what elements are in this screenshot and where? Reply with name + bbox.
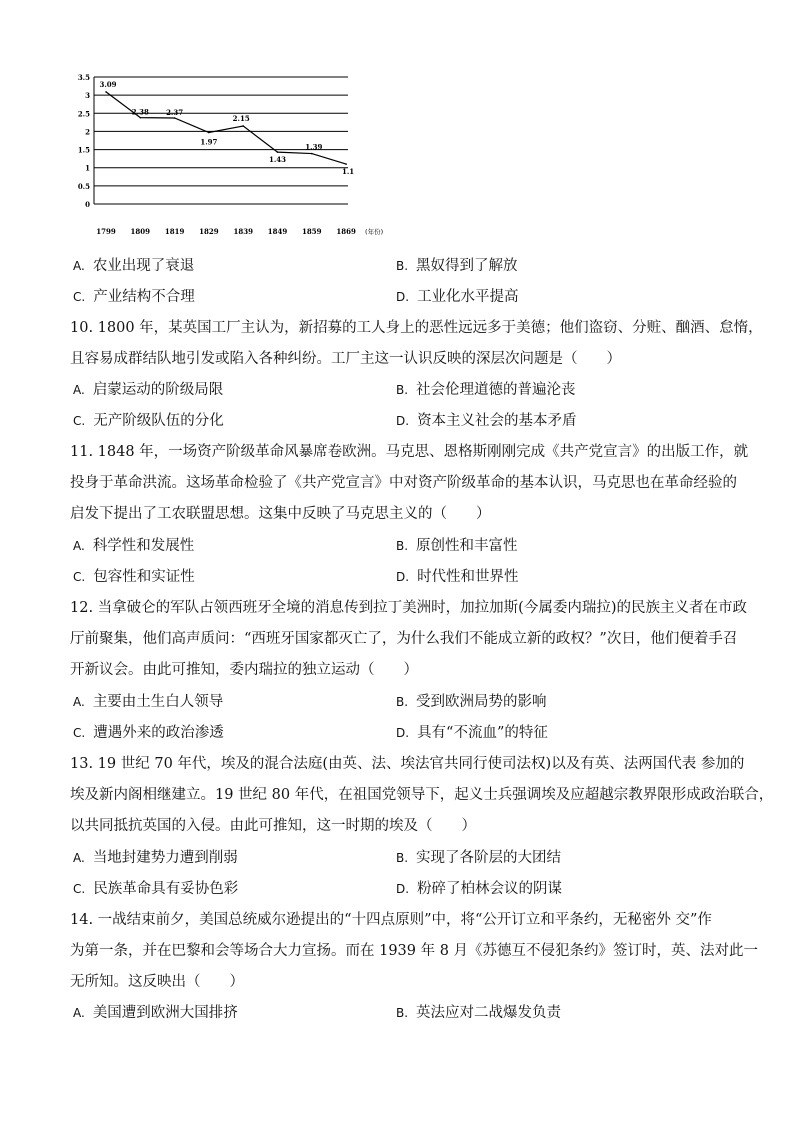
x-tick-label: 1849	[267, 227, 288, 236]
line-chart	[77, 70, 384, 240]
q13-stem-line-2: 埃及新内阁相继建立。19 世纪 80 年代，在祖国党领导下，起义士兵强调埃及应超越宗教界限形成政治联合，	[70, 787, 774, 803]
option-letter: D.	[396, 726, 410, 740]
q10-option-b[interactable]	[396, 380, 576, 400]
option-letter: A.	[73, 259, 85, 273]
option-text: 原创性和丰富性	[416, 538, 518, 554]
q12-option-a[interactable]	[73, 692, 223, 712]
y-tick-label: 2.5	[77, 109, 90, 119]
option-text: 当地封建势力遭到削弱	[92, 850, 238, 866]
q11-option-c[interactable]	[73, 567, 195, 587]
q10-option-d[interactable]	[396, 411, 577, 431]
q11-stem-line-1: 11. 1848 年，一场资产阶级革命风暴席卷欧洲。马克思、恩格斯刚刚完成《共产党宣言》的出版工作，就	[70, 444, 749, 460]
y-tick-label: 0	[85, 200, 90, 209]
option-letter: A.	[73, 1006, 85, 1020]
option-text: 实现了各阶层的大团结	[416, 850, 562, 866]
option-letter: D.	[396, 290, 410, 304]
option-text: 工业化水平提高	[417, 289, 519, 305]
data-label: 1.1	[342, 167, 355, 177]
data-point	[105, 91, 107, 93]
y-tick-label: 3.5	[77, 73, 90, 82]
data-label: 1.43	[268, 155, 287, 165]
data-point	[311, 153, 313, 155]
data-label: 1.97	[200, 137, 218, 147]
option-text: 资本主义社会的基本矛盾	[417, 413, 577, 429]
q9-option-b[interactable]	[396, 256, 518, 276]
x-tick-label: 1839	[233, 227, 253, 236]
series-line	[106, 92, 346, 164]
option-text: 启蒙运动的阶级局限	[92, 382, 224, 398]
x-tick-label: 1829	[199, 227, 219, 236]
q13-option-d[interactable]	[396, 879, 562, 899]
option-letter: B.	[396, 383, 409, 397]
option-text: 社会伦理道德的普遍沦丧	[416, 382, 576, 398]
option-letter: A.	[73, 539, 85, 553]
q11-stem-line-2: 投身于革命洪流。这场革命检验了《共产党宣言》中对资产阶级革命的基本认识，马克思也在革命经验的	[70, 475, 737, 491]
x-tick-label: 1819	[164, 227, 185, 236]
option-text: 包容性和实证性	[93, 569, 195, 585]
y-tick-label: 3	[85, 91, 90, 101]
data-label: 3.09	[99, 79, 117, 89]
y-tick-label: 2	[85, 127, 90, 137]
y-tick-label: 1	[85, 163, 90, 173]
q12-option-d[interactable]	[396, 723, 548, 743]
option-text: 时代性和世界性	[417, 569, 519, 585]
data-label: 2.38	[131, 107, 149, 117]
option-text: 美国遭到欧洲大国排挤	[92, 1005, 238, 1021]
y-tick-label: 1.5	[77, 145, 90, 155]
option-text: 主要由土生白人领导	[92, 694, 224, 710]
q13-option-c[interactable]	[73, 879, 238, 899]
option-letter: D.	[396, 570, 410, 584]
y-tick-label: 0.5	[77, 181, 90, 191]
x-tick-label: 1859	[302, 227, 322, 236]
option-letter: C.	[73, 726, 86, 740]
option-text: 英法应对二战爆发负责	[416, 1005, 562, 1021]
option-letter: B.	[396, 1006, 409, 1020]
q10-option-a[interactable]	[73, 380, 223, 400]
q9-option-a[interactable]	[73, 256, 194, 276]
x-tick-label: 1799	[96, 227, 116, 236]
option-text: 科学性和发展性	[92, 538, 195, 554]
option-letter: A.	[73, 695, 85, 709]
q10-option-c[interactable]	[73, 411, 224, 431]
option-letter: D.	[396, 414, 410, 428]
x-axis-label: (年份)	[365, 228, 384, 236]
data-label: 2.15	[232, 113, 250, 123]
option-letter: B.	[396, 539, 409, 553]
option-letter: C.	[73, 570, 86, 584]
q12-stem-line-1: 12. 当拿破仑的军队占领西班牙全境的消息传到拉丁美洲时，加拉加斯(今属委内瑞拉)的民族主义者在市政	[70, 600, 747, 616]
q12-option-c[interactable]	[73, 723, 224, 743]
option-text: 产业结构不合理	[93, 289, 195, 305]
data-label: 1.39	[305, 142, 323, 152]
data-point	[345, 163, 347, 165]
q14-option-a[interactable]	[73, 1003, 238, 1023]
q14-option-b[interactable]	[396, 1003, 561, 1023]
option-text: 民族革命具有妥协色彩	[93, 881, 239, 897]
option-letter: A.	[73, 851, 85, 865]
data-label: 2.37	[166, 108, 184, 118]
q10-stem-line-2: 且容易成群结队地引发或陷入各种纠纷。工厂主这一认识反映的深层次问题是（ ）	[70, 351, 621, 367]
chart-svg	[77, 70, 384, 240]
x-tick-label: 1869	[336, 227, 356, 236]
q10-stem-line-1: 10. 1800 年，某英国工厂主认为，新招募的工人身上的恶性远远多于美德；他们盗窃、分赃、酗酒、怠惰，	[70, 320, 763, 336]
option-letter: C.	[73, 290, 86, 304]
option-letter: B.	[396, 259, 409, 273]
q13-stem-line-1: 13. 19 世纪 70 年代，埃及的混合法庭(由英、法、埃法官共同行使司法权)以及有英、法两国代表 参加的	[70, 756, 745, 772]
q14-stem-line-1: 14. 一战结束前夕，美国总统威尔逊提出的“十四点原则”中，将“公开订立和平条约，无秘密外 交”作	[70, 912, 712, 928]
q12-stem-line-2: 厅前聚集，他们高声质问：“西班牙国家都灭亡了，为什么我们不能成立新的政权？”次日，他们便着手召	[70, 631, 738, 647]
q13-option-a[interactable]	[73, 848, 238, 868]
option-letter: B.	[396, 851, 409, 865]
q11-option-d[interactable]	[396, 567, 519, 587]
q9-option-c[interactable]	[73, 287, 195, 307]
option-text: 具有“不流血”的特征	[417, 725, 548, 741]
option-text: 农业出现了衰退	[92, 258, 195, 274]
q14-stem-line-3: 无所知。这反映出（ ）	[70, 974, 244, 990]
data-point	[277, 151, 279, 153]
option-text: 粉碎了柏林会议的阴谋	[417, 881, 563, 897]
option-text: 遭遇外来的政治渗透	[93, 725, 224, 741]
q13-option-b[interactable]	[396, 848, 561, 868]
q11-stem-line-3: 启发下提出了工农联盟思想。这集中反映了马克思主义的（ ）	[70, 506, 491, 522]
q11-option-b[interactable]	[396, 536, 518, 556]
data-point	[242, 125, 244, 127]
q9-option-d[interactable]	[396, 287, 519, 307]
option-text: 受到欧洲局势的影响	[416, 694, 547, 710]
q12-option-b[interactable]	[396, 692, 547, 712]
data-point	[208, 132, 210, 134]
option-letter: A.	[73, 383, 85, 397]
q14-stem-line-2: 为第一条，并在巴黎和会等场合大力宣扬。而在 1939 年 8 月《苏德互不侵犯条约》签订时，英、法对此一	[70, 943, 759, 959]
option-letter: C.	[73, 414, 86, 428]
option-letter: D.	[396, 882, 410, 896]
data-point	[174, 117, 176, 119]
q11-option-a[interactable]	[73, 536, 194, 556]
data-point	[140, 117, 142, 119]
q12-stem-line-3: 开新议会。由此可推知，委内瑞拉的独立运动（ ）	[70, 662, 418, 678]
option-letter: B.	[396, 695, 409, 709]
option-text: 黑奴得到了解放	[416, 258, 518, 274]
option-letter: C.	[73, 882, 86, 896]
x-tick-label: 1809	[130, 227, 151, 236]
option-text: 无产阶级队伍的分化	[93, 413, 224, 429]
q13-stem-line-3: 以共同抵抗英国的入侵。由此可推知，这一时期的埃及（ ）	[70, 818, 476, 834]
